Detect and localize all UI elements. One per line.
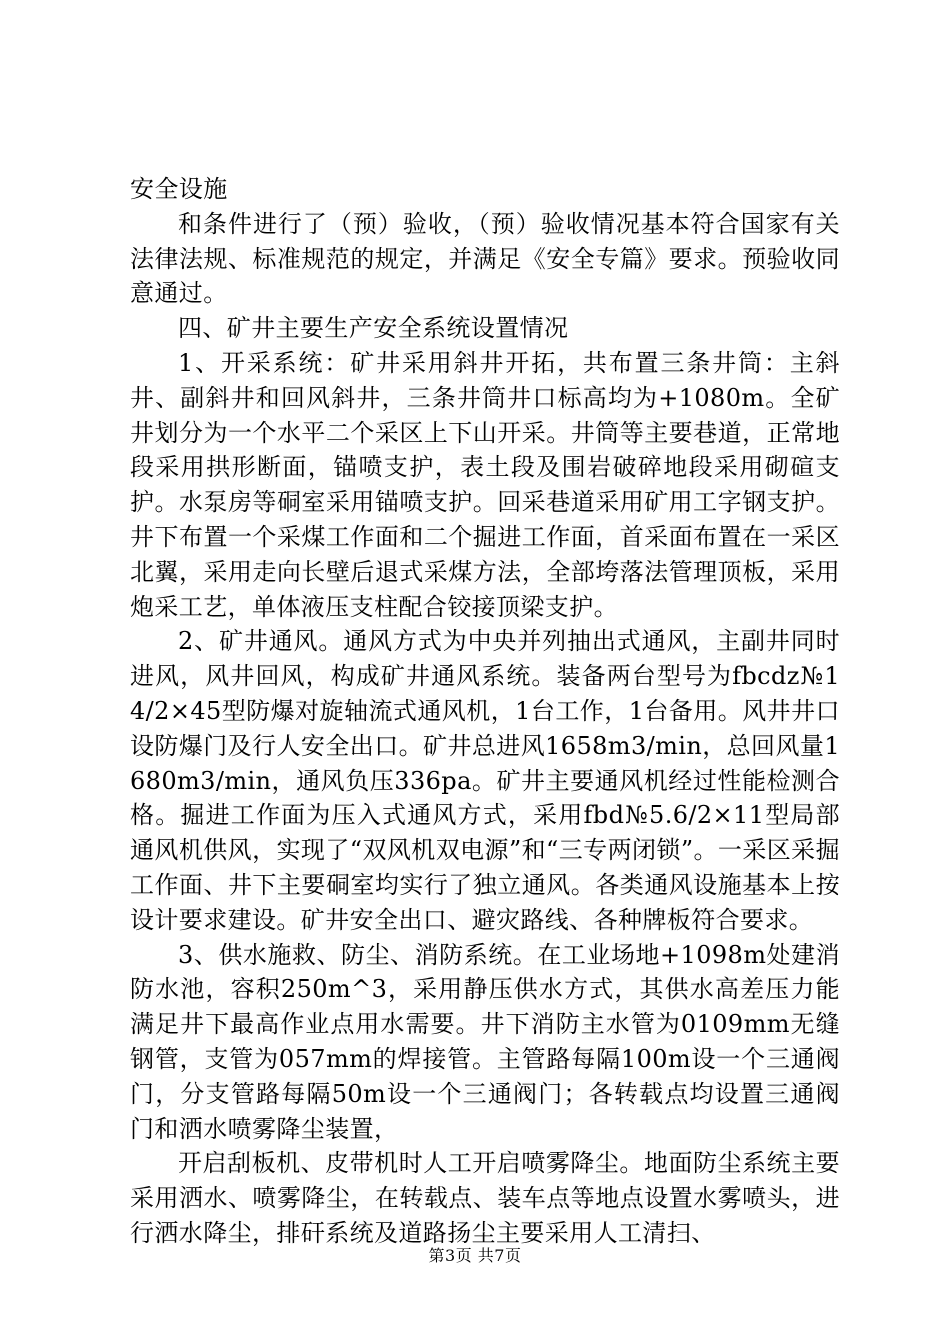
- document-body: [130, 172, 840, 1251]
- paragraph-water-dust-fire: 3、供水施救、防尘、消防系统。在工业场地+1098m处建消防水池，容积250m^3，采用静压供水方式，其供水高差压力能满足井下最高作业点用水需要。井下消防主水管为0109mm无缝钢管，支管为057mm的焊接管。主管路每隔100m设一个三通阀门，分支管路每隔50m设一个三通阀门；各转载点均设置三通阀门和洒水喷雾降尘装置，: [130, 940, 840, 1143]
- paragraph-heading-safety-facilities: 安全设施: [130, 175, 228, 203]
- paragraph-mining-system: 1、开采系统：矿井采用斜井开拓，共布置三条井筒：主斜井、副斜井和回风斜井，三条井筒井口标高均为+1080m。全矿井划分为一个水平二个采区上下山开采。井筒等主要巷道，正常地段采用拱形断面，锚喷支护，表土段及围岩破碎地段采用砌碹支护。水泵房等硐室采用锚喷支护。回采巷道采用矿用工字钢支护。井下布置一个采煤工作面和二个掘进工作面，首采面布置在一采区北翼，采用走向长壁后退式采煤方法，全部垮落法管理顶板，采用炮采工艺，单体液压支柱配合铰接顶梁支护。: [130, 348, 840, 621]
- paragraph-dust-control: 开启刮板机、皮带机时人工开启喷雾降尘。地面防尘系统主要采用洒水、喷雾降尘，在转载点、装车点等地点设置水雾喷头，进行洒水降尘，排矸系统及道路扬尘主要采用人工清扫、: [130, 1149, 840, 1247]
- page-number-footer: 第3页 共7页: [428, 1246, 522, 1265]
- paragraph-ventilation: 2、矿井通风。通风方式为中央并列抽出式通风，主副井同时进风，风井回风，构成矿井通风系统。装备两台型号为fbcdz№14/2×45型防爆对旋轴流式通风机，1台工作，1台备用。风井井口设防爆门及行人安全出口。矿井总进风1658m3/min，总回风量1680m3/min，通风负压336pa。矿井主要通风机经过性能检测合格。掘进工作面为压入式通风方式，采用fbd№5.6/2×11型局部通风机供风，实现了“双风机双电源”和“三专两闭锁”。一采区采掘工作面、井下主要硐室均实行了独立通风。各类通风设施基本上按设计要求建设。矿井安全出口、避灾路线、各种牌板符合要求。: [130, 627, 840, 934]
- section-heading-four: 四、矿井主要生产安全系统设置情况: [178, 314, 569, 343]
- paragraph-acceptance: 和条件进行了（预）验收，（预）验收情况基本符合国家有关法律法规、标准规范的规定，并满足《安全专篇》要求。预验收同意通过。: [130, 209, 840, 308]
